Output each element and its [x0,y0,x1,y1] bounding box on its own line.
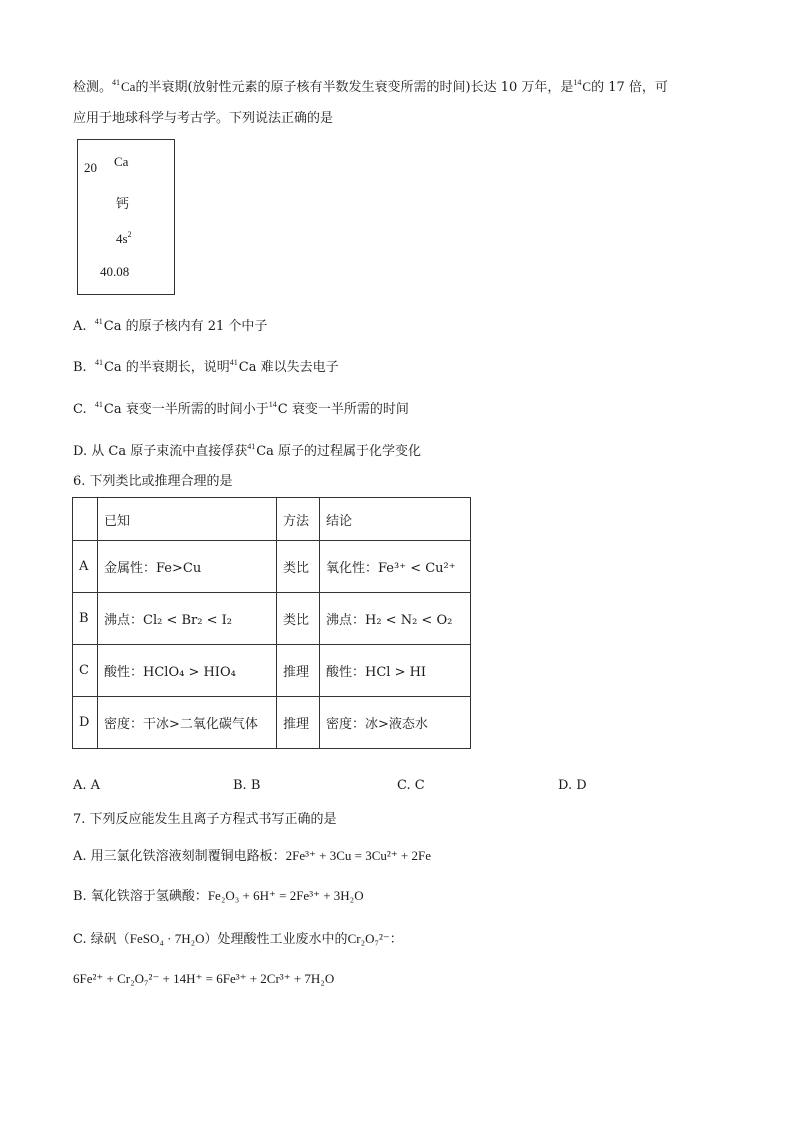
mass-number: 14 [268,400,277,409]
option-text: Ca 衰变一半所需的时间小于 [103,402,269,417]
option-label: D. [73,444,88,459]
atomic-mass: 40.08 [100,264,130,279]
q5-option-d [73,437,421,462]
option-label: B. [73,360,87,375]
method-cell: 类比 [277,593,320,645]
table-row [73,697,471,749]
formula: FeSO₄ · 7H₂O [129,931,205,946]
option-text: ）处理酸性工业废水中的 [204,932,348,947]
choice-d: D. D [558,778,587,793]
mass-number: 41 [94,358,103,367]
table-row [73,541,471,593]
known-cell: 金属性：Fe>Cu [98,541,277,593]
method-cell: 推理 [277,697,320,749]
option-text: A. 用三氯化铁溶液刻制覆铜电路板： [73,849,286,864]
mass-number: 41 [112,78,121,87]
q5-option-c [73,395,409,420]
formula: Cr₂O₇²⁻ [347,931,390,946]
row-label: C [73,645,98,697]
table-row [73,645,471,697]
table-header-row [73,498,471,541]
choice-b: B. B [233,778,261,793]
option-text: B. 氧化铁溶于氢碘酸： [73,889,208,904]
q5-option-a [73,312,267,337]
mass-number: 41 [247,442,256,451]
element-card-symbol: Ca [114,154,129,169]
q7-option-b [73,886,364,907]
known-cell: 酸性：HClO₄ > HIO₄ [98,645,277,697]
table-header-cell [73,498,98,541]
method-cell: 推理 [277,645,320,697]
choice-c: C. C [397,778,425,793]
mass-number: 41 [94,317,103,326]
q7-option-a [73,846,431,867]
q6-table [72,497,471,749]
row-label: D [73,697,98,749]
mass-number: 41 [229,358,238,367]
option-text: Ca 的原子核内有 21 个中子 [103,319,268,334]
option-text: Ca 原子的过程属于化学变化 [256,444,422,459]
option-text: ： [389,932,403,947]
atomic-number: 20 [84,160,97,175]
option-text: C 衰变一半所需的时间 [277,402,409,417]
q7-option-c-equation: 6Fe²⁺ + Cr₂O₇²⁻ + 14H⁺ = 6Fe³⁺ + 2Cr³⁺ + 7H₂O [73,971,335,986]
table-header-cell: 已知 [98,498,277,541]
option-text: Ca 的半衰期长，说明 [103,360,230,375]
table-row [73,593,471,645]
conclusion-cell: 密度：冰>液态水 [320,697,471,749]
table-header-cell: 方法 [277,498,320,541]
method-cell: 类比 [277,541,320,593]
electron-config-exp: 2 [127,230,132,239]
row-label: A [73,541,98,593]
known-cell: 密度：干冰>二氧化碳气体 [98,697,277,749]
q6-stem: 6. 下列类比或推理合理的是 [73,474,233,489]
choice-a: A. A [73,778,101,793]
intro-text: 的 17 倍，可 [591,80,668,95]
row-label: B [73,593,98,645]
option-label: C. [73,402,87,417]
equation: Fe₂O₃ + 6H⁺ = 2Fe³⁺ + 3H₂O [207,888,364,903]
q7-option-c [73,929,403,950]
intro-line-1 [73,73,668,98]
element-card [77,139,175,295]
element-symbol: Ca [121,79,136,94]
intro-text: 检测。 [73,80,113,95]
intro-line-2: 应用于地球科学与考古学。下列说法正确的是 [73,111,334,126]
electron-config [116,230,132,247]
element-symbol: C [582,79,592,94]
electron-config-base: 4s [116,231,128,246]
known-cell: 沸点：Cl₂ < Br₂ < I₂ [98,593,277,645]
mass-number: 14 [573,78,582,87]
table-header-cell: 结论 [320,498,471,541]
option-label: A. [73,319,87,334]
conclusion-cell: 沸点：H₂ < N₂ < O₂ [320,593,471,645]
conclusion-cell: 氧化性：Fe³⁺ < Cu²⁺ [320,541,471,593]
mass-number: 41 [94,400,103,409]
option-text: C. 绿矾（ [73,932,130,947]
conclusion-cell: 酸性：HCl > HI [320,645,471,697]
intro-text: 的半衰期(放射性元素的原子核有半数发生衰变所需的时间)长达 10 万年，是 [135,80,574,95]
option-text: 从 Ca 原子束流中直接俘获 [91,444,248,459]
q5-option-b [73,353,339,378]
element-card-name: 钙 [116,197,130,212]
q7-stem: 7. 下列反应能发生且离子方程式书写正确的是 [73,812,337,827]
equation: 2Fe³⁺ + 3Cu = 3Cu²⁺ + 2Fe [285,848,432,863]
option-text: Ca 难以失去电子 [238,360,339,375]
